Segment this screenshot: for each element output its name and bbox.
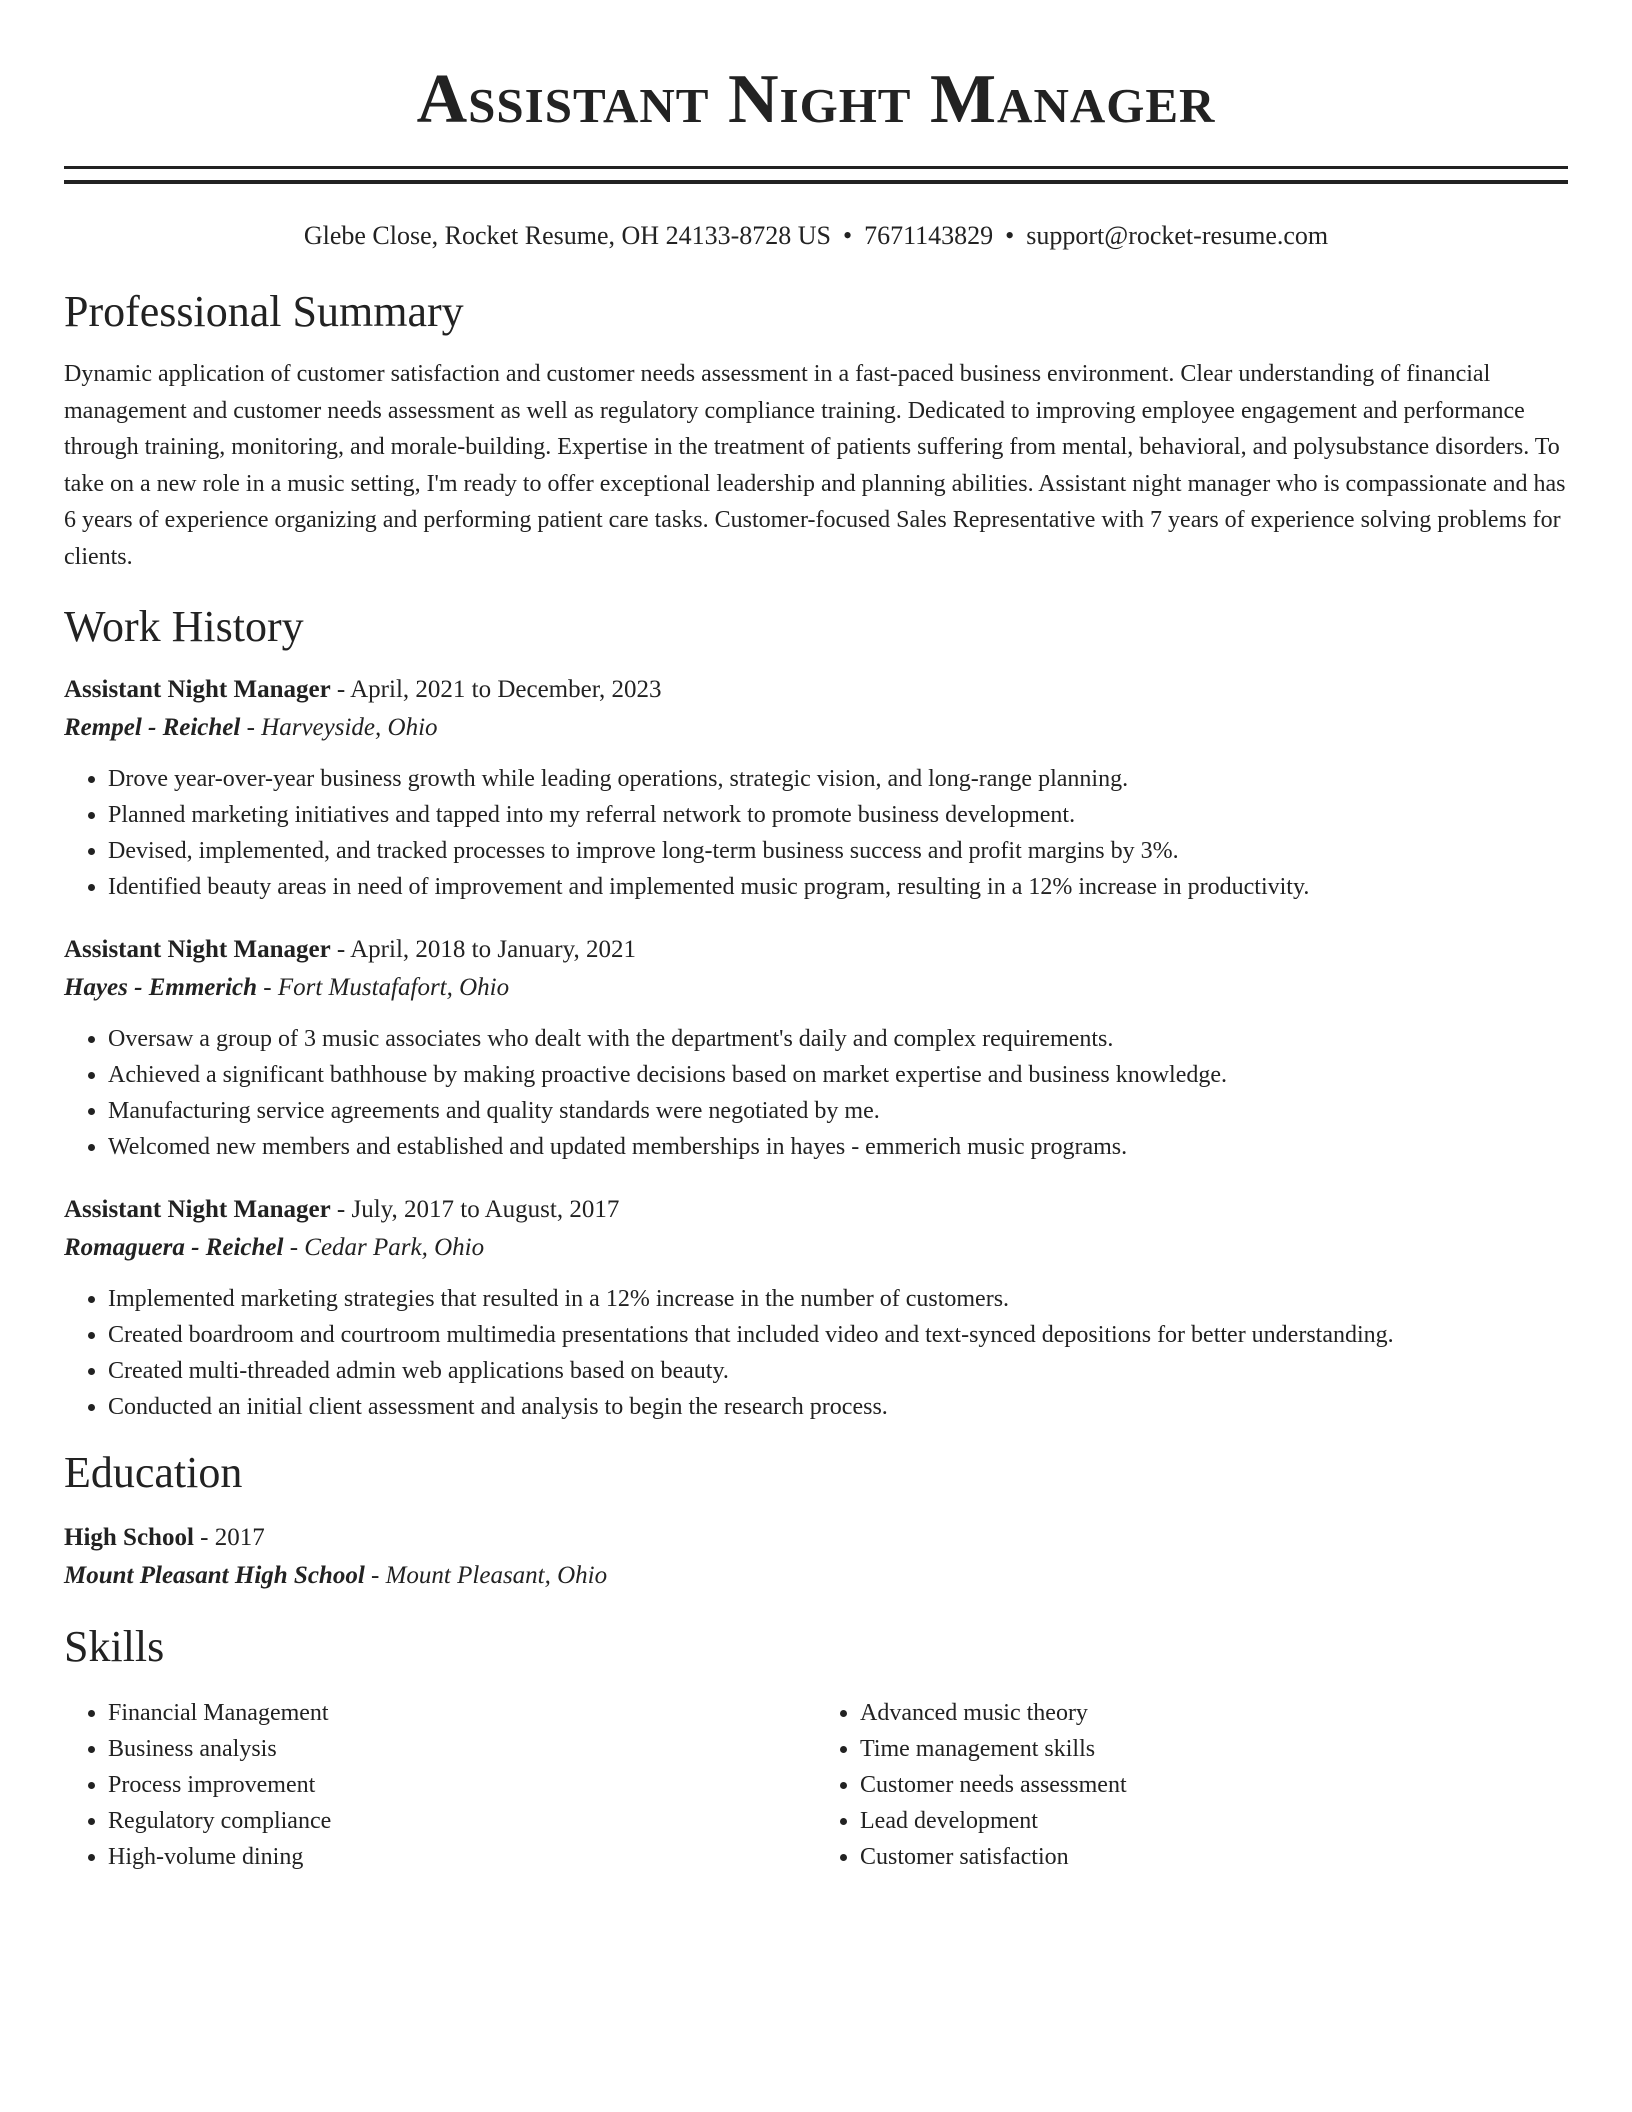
job-entry (64, 931, 1568, 1165)
contact-separator: • (842, 221, 853, 250)
contact-address: Glebe Close, Rocket Resume, OH 24133-8728 US (303, 221, 831, 250)
contact-email: support@rocket-resume.com (1026, 221, 1329, 250)
summary-heading: Professional Summary (64, 287, 464, 336)
job-dates: - April, 2018 to January, 2021 (330, 936, 636, 963)
job-bullet: • Created multi-threaded admin web applications based on beauty. (108, 1353, 1568, 1389)
education-heading: Education (64, 1448, 243, 1497)
skill-item: • Customer satisfaction (860, 1839, 1568, 1875)
skills-column-right (816, 1695, 1568, 1875)
skill-item: • High-volume dining (108, 1839, 816, 1875)
job-role: Assistant Night Manager (64, 936, 331, 963)
job-location: - Fort Mustafafort, Ohio (257, 974, 510, 1001)
job-title-line (64, 1191, 1568, 1229)
skill-item: • Process improvement (108, 1767, 816, 1803)
job-title-line (64, 931, 1568, 969)
job-bullet: • Created boardroom and courtroom multimedia presentations that included video and text-synced depositions for better understanding. (108, 1317, 1568, 1353)
job-entry (64, 1191, 1568, 1425)
skill-item: • Advanced music theory (860, 1695, 1568, 1731)
skill-item: • Time management skills (860, 1731, 1568, 1767)
skills-heading: Skills (64, 1622, 165, 1671)
job-bullet: • Drove year-over-year business growth while leading operations, strategic vision, and long-range planning. (108, 761, 1568, 797)
job-entry (64, 671, 1568, 905)
skill-item: • Customer needs assessment (860, 1767, 1568, 1803)
job-location: - Cedar Park, Ohio (283, 1234, 485, 1261)
education-degree: High School (64, 1524, 194, 1551)
job-bullet: • Devised, implemented, and tracked processes to improve long-term business success and profit margins by 3%. (108, 833, 1568, 869)
job-bullet: • Planned marketing initiatives and tapped into my referral network to promote business development. (108, 797, 1568, 833)
job-company-line (64, 969, 1568, 1007)
job-title-line (64, 671, 1568, 709)
education-location: - Mount Pleasant, Ohio (364, 1562, 608, 1589)
job-bullet: • Welcomed new members and established and updated memberships in hayes - emmerich music programs. (108, 1129, 1568, 1165)
job-company: Hayes - Emmerich (64, 974, 258, 1001)
job-bullets (64, 1021, 1568, 1165)
education-entry (64, 1519, 1568, 1595)
job-role: Assistant Night Manager (64, 1196, 331, 1223)
contact-line (64, 220, 1568, 252)
job-dates: - April, 2021 to December, 2023 (330, 676, 662, 703)
job-bullet: • Achieved a significant bathhouse by making proactive decisions based on market expertise and business knowledge. (108, 1057, 1568, 1093)
education-school: Mount Pleasant High School (64, 1562, 365, 1589)
title-divider (64, 166, 1568, 184)
work-history-list (64, 671, 1568, 1425)
contact-phone: 7671143829 (864, 221, 994, 250)
skill-item: • Lead development (860, 1803, 1568, 1839)
summary-text: Dynamic application of customer satisfaction and customer needs assessment in a fast-paced business environment. Clear understanding of financial management and customer needs assessment as well as regulatory compliance training. Dedicated to improving employee engagement and performance through training, monitoring, and morale-building. Expertise in the treatment of patients suffering from mental, behavioral, and polysubstance disorders. To take on a new role in a music setting, I'm ready to offer exceptional leadership and planning abilities. Assistant night manager who is compassionate and has 6 years of experience organizing and performing patient care tasks. Customer-focused Sales Representative with 7 years of experience solving problems for clients. (64, 361, 1566, 570)
job-company: Romaguera - Reichel (64, 1234, 284, 1261)
skills-list (64, 1695, 1568, 1875)
skill-item: • Business analysis (108, 1731, 816, 1767)
education-school-line (64, 1557, 1568, 1595)
resume-title: Assistant Night Manager (416, 61, 1216, 138)
job-bullet: • Implemented marketing strategies that resulted in a 12% increase in the number of customers. (108, 1281, 1568, 1317)
job-company-line (64, 709, 1568, 747)
skill-item: • Financial Management (108, 1695, 816, 1731)
job-dates: - July, 2017 to August, 2017 (330, 1196, 620, 1223)
skills-column-left (64, 1695, 816, 1875)
work-history-heading: Work History (64, 602, 304, 651)
education-degree-line (64, 1519, 1568, 1557)
job-bullet: • Identified beauty areas in need of improvement and implemented music program, resulting in a 12% increase in productivity. (108, 869, 1568, 905)
job-company-line (64, 1229, 1568, 1267)
job-bullets (64, 761, 1568, 905)
contact-separator: • (1005, 221, 1015, 250)
education-year: - 2017 (193, 1524, 265, 1551)
job-bullets (64, 1281, 1568, 1425)
job-role: Assistant Night Manager (64, 676, 331, 703)
job-bullet: • Oversaw a group of 3 music associates who dealt with the department's daily and complex requirements. (108, 1021, 1568, 1057)
job-bullet: • Manufacturing service agreements and quality standards were negotiated by me. (108, 1093, 1568, 1129)
job-bullet: • Conducted an initial client assessment and analysis to begin the research process. (108, 1389, 1568, 1425)
job-location: - Harveyside, Ohio (240, 714, 438, 741)
skill-item: • Regulatory compliance (108, 1803, 816, 1839)
job-company: Rempel - Reichel (64, 714, 241, 741)
